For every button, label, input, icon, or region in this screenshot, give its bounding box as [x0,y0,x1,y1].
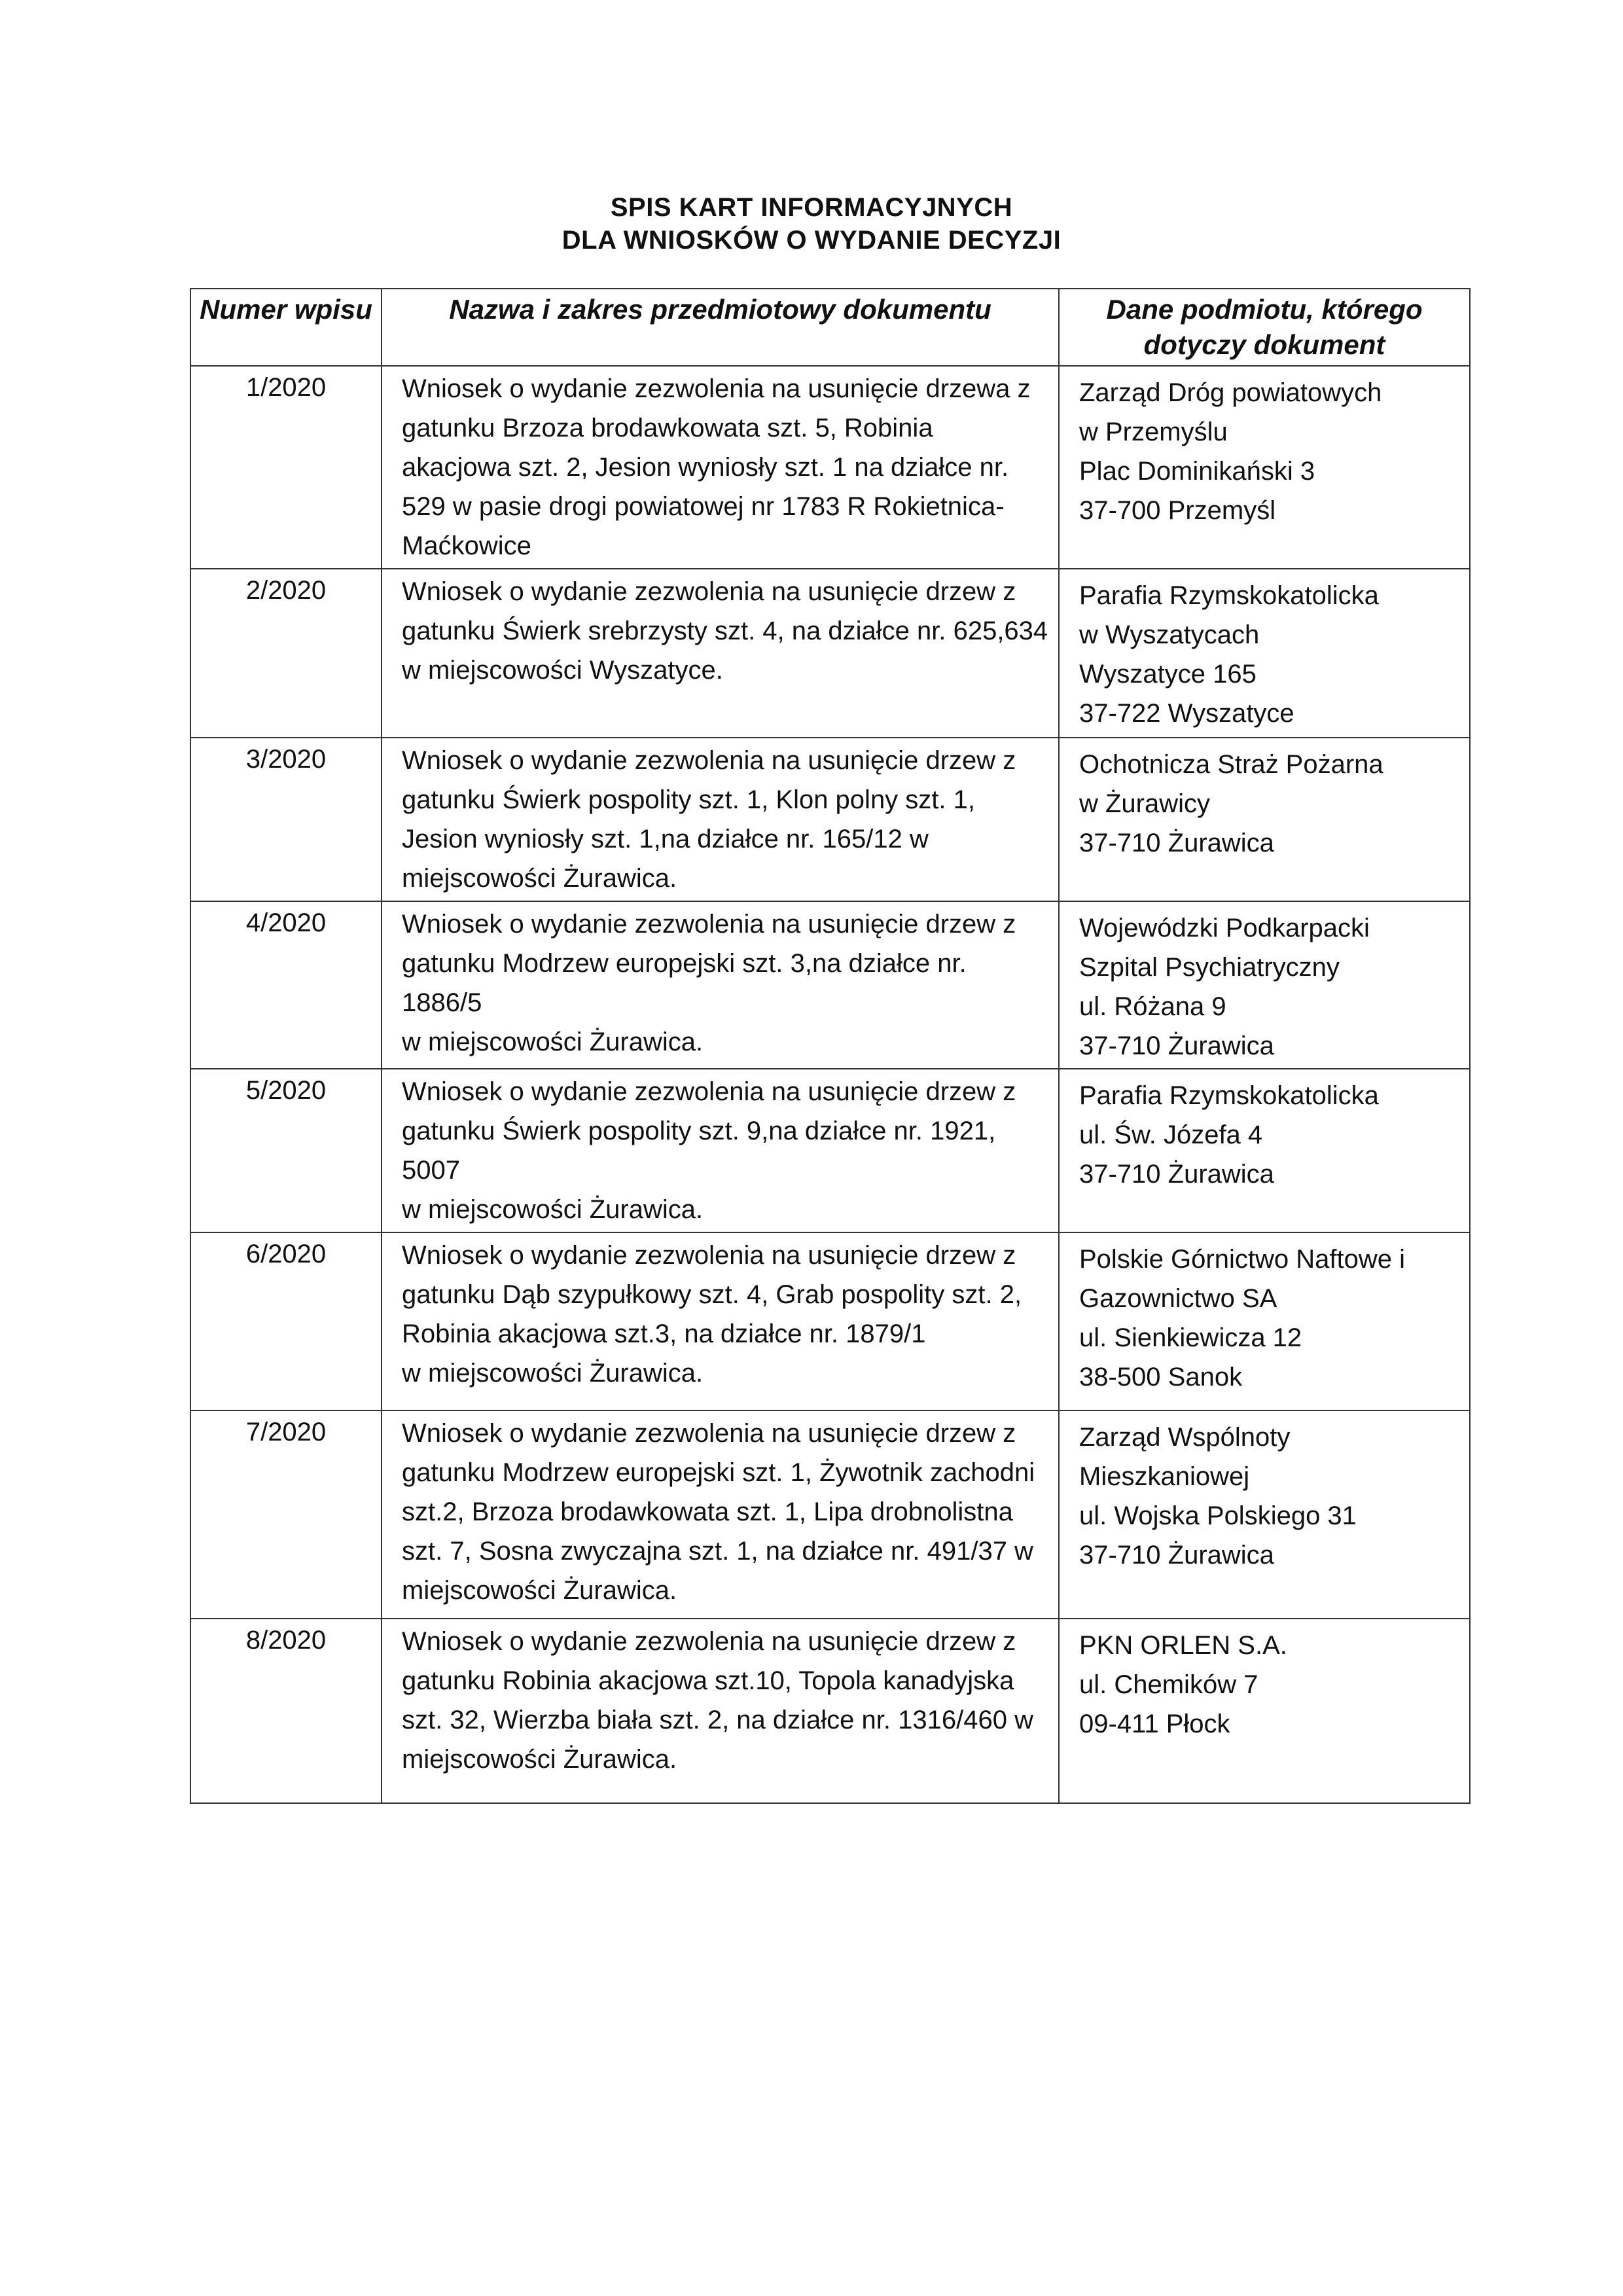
document-title [0,191,1623,257]
table-row [190,1619,1470,1803]
entry-party: Zarząd Wspólnoty Mieszkaniowej ul. Wojska Polskiego 31 37-710 Żurawica [1059,1410,1470,1619]
table-row [190,901,1470,1069]
title-line-2: DLA WNIOSKÓW O WYDANIE DECYZJI [562,226,1061,255]
entry-number: 1/2020 [190,366,382,569]
entry-description: Wniosek o wydanie zezwolenia na usunięcie drzew z gatunku Modrzew europejski szt. 1, Żywotnik zachodni szt.2, Brzoza brodawkowata szt. 1, Lipa drobnolistna szt. 7, Sosna zwyczajna szt. 1, na działce nr. 491/37 w miejscowości Żurawica. [382,1410,1059,1619]
entry-description: Wniosek o wydanie zezwolenia na usunięcie drzewa z gatunku Brzoza brodawkowata szt. 5, Robinia akacjowa szt. 2, Jesion wyniosły szt. 1 na działce nr. 529 w pasie drogi powiatowej nr 1783 R Rokietnica- Maćkowice [382,366,1059,569]
entry-party: PKN ORLEN S.A. ul. Chemików 7 09-411 Płock [1059,1619,1470,1803]
entry-description: Wniosek o wydanie zezwolenia na usunięcie drzew z gatunku Dąb szypułkowy szt. 4, Grab pospolity szt. 2, Robinia akacjowa szt.3, na działce nr. 1879/1 w miejscowości Żurawica. [382,1232,1059,1410]
entry-party: Parafia Rzymskokatolicka ul. Św. Józefa 4 37-710 Żurawica [1059,1069,1470,1232]
entry-number: 4/2020 [190,901,382,1069]
header-party: Dane podmiotu, którego dotyczy dokument [1059,289,1470,366]
entry-party: Ochotnicza Straż Pożarna w Żurawicy 37-710 Żurawica [1059,738,1470,901]
entry-number: 5/2020 [190,1069,382,1232]
entry-description: Wniosek o wydanie zezwolenia na usunięcie drzew z gatunku Świerk pospolity szt. 1, Klon polny szt. 1, Jesion wyniosły szt. 1,na działce nr. 165/12 w miejscowości Żurawica. [382,738,1059,901]
entry-number: 2/2020 [190,569,382,738]
header-description: Nazwa i zakres przedmiotowy dokumentu [382,289,1059,366]
entry-party: Parafia Rzymskokatolicka w Wyszatycach Wyszatyce 165 37-722 Wyszatyce [1059,569,1470,738]
entry-number: 7/2020 [190,1410,382,1619]
table-row [190,1232,1470,1410]
entry-description: Wniosek o wydanie zezwolenia na usunięcie drzew z gatunku Świerk pospolity szt. 9,na działce nr. 1921, 5007 w miejscowości Żurawica. [382,1069,1059,1232]
entry-description: Wniosek o wydanie zezwolenia na usunięcie drzew z gatunku Modrzew europejski szt. 3,na działce nr. 1886/5 w miejscowości Żurawica. [382,901,1059,1069]
entry-party: Polskie Górnictwo Naftowe i Gazownictwo SA ul. Sienkiewicza 12 38-500 Sanok [1059,1232,1470,1410]
entry-party: Wojewódzki Podkarpacki Szpital Psychiatryczny ul. Różana 9 37-710 Żurawica [1059,901,1470,1069]
entry-party: Zarząd Dróg powiatowych w Przemyślu Plac Dominikański 3 37-700 Przemyśl [1059,366,1470,569]
table-row [190,738,1470,901]
entry-number: 3/2020 [190,738,382,901]
table-row [190,1069,1470,1232]
header-number: Numer wpisu [190,289,382,366]
records-table [190,288,1471,1804]
entry-number: 8/2020 [190,1619,382,1803]
entry-description: Wniosek o wydanie zezwolenia na usunięcie drzew z gatunku Świerk srebrzysty szt. 4, na działce nr. 625,634 w miejscowości Wyszatyce. [382,569,1059,738]
entry-number: 6/2020 [190,1232,382,1410]
title-line-1: SPIS KART INFORMACYJNYCH [610,193,1013,222]
table-row [190,1410,1470,1619]
entry-description: Wniosek o wydanie zezwolenia na usunięcie drzew z gatunku Robinia akacjowa szt.10, Topola kanadyjska szt. 32, Wierzba biała szt. 2, na działce nr. 1316/460 w miejscowości Żurawica. [382,1619,1059,1803]
table-row [190,366,1470,569]
table-row [190,569,1470,738]
table-header-row [190,289,1470,366]
